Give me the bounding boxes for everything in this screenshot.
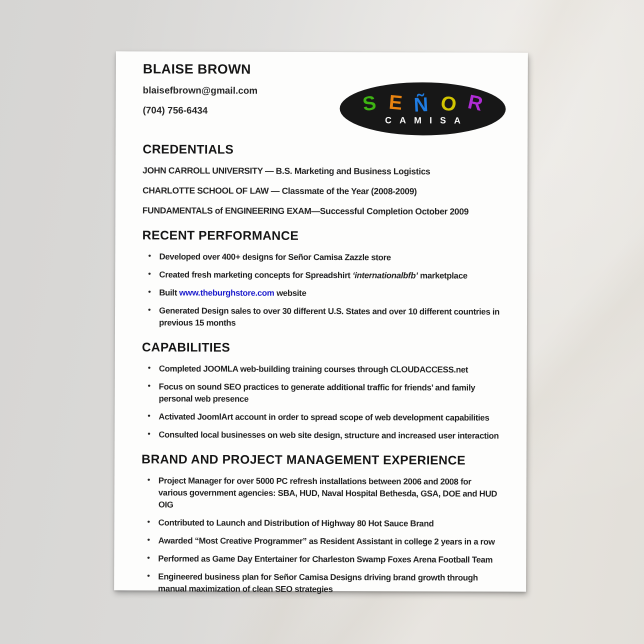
text-segment: Awarded “Most Creative Programmer” as Resident Assistant in college 2 years in a row	[158, 535, 495, 547]
bullet-item	[142, 410, 501, 423]
bullet-icon: •	[147, 475, 151, 485]
sections	[141, 142, 502, 595]
bullet-icon: •	[147, 429, 151, 439]
italic-text: ‘internationalbfb’	[352, 270, 418, 281]
logo-letter-o: O	[438, 91, 458, 117]
text-segment: Developed over 400+ designs for Señor Camisa Zazzle store	[159, 251, 391, 263]
resume-section	[142, 142, 501, 217]
bullet-item	[141, 474, 500, 511]
item-text	[158, 552, 500, 565]
bullet-icon: •	[148, 305, 151, 315]
bullet-item	[142, 362, 501, 375]
item-text	[159, 380, 501, 405]
item-text	[142, 185, 416, 196]
item-text	[143, 165, 431, 176]
text-segment: Contributed to Launch and Distribution of Highway 80 Hot Sauce Brand	[158, 517, 434, 529]
item-text	[159, 362, 501, 375]
text-segment: FUNDAMENTALS of ENGINEERING EXAM—Successful Completion October 2009	[142, 205, 469, 217]
logo-letter-r: R	[465, 90, 485, 116]
credential-line	[142, 184, 501, 197]
resume-section	[142, 340, 501, 441]
text-segment: Focus on sound SEO practices to generate additional traffic for friends’ and family personal web presence	[158, 381, 476, 404]
item-text	[158, 474, 500, 511]
section-items	[142, 362, 501, 441]
bullet-icon: •	[147, 535, 150, 545]
text-segment: CHARLOTTE SCHOOL OF LAW — Classmate of the Year (2008-2009)	[142, 185, 417, 197]
text-segment: Built	[159, 287, 180, 298]
logo-word	[361, 90, 485, 117]
item-text	[159, 410, 501, 423]
senor-camisa-logo	[340, 82, 506, 136]
item-text	[158, 570, 500, 595]
bullet-item	[142, 268, 501, 281]
bullet-item	[141, 570, 500, 595]
text-segment: Engineered business plan for Señor Camisa Designs driving brand growth through manual maximization of clean SEO strategies	[158, 571, 478, 595]
bullet-icon: •	[147, 571, 150, 581]
bullet-item	[141, 534, 500, 547]
logo-letter-ñ: Ñ	[413, 93, 429, 117]
text-segment: Created fresh marketing concepts for Spreadshirt	[159, 269, 353, 281]
text-segment: Performed as Game Day Entertainer for Charleston Swamp Foxes Arena Football Team	[158, 553, 493, 565]
logo-letter-s: S	[361, 91, 378, 116]
bullet-icon: •	[147, 381, 151, 391]
bullet-item	[142, 380, 501, 405]
item-text	[158, 516, 500, 529]
bullet-icon: •	[148, 251, 151, 261]
bullet-item	[142, 304, 501, 329]
bullet-icon: •	[147, 363, 151, 373]
section-items	[142, 250, 501, 329]
section-title: CREDENTIALS	[142, 142, 234, 157]
bullet-icon: •	[147, 517, 150, 527]
logo-subtext: CAMISA	[384, 114, 469, 126]
item-text	[159, 250, 501, 263]
text-segment: Generated Design sales to over 30 different U.S. States and over 10 different countries in previous 15 months	[158, 305, 500, 328]
item-text	[159, 268, 501, 281]
resume-header	[142, 61, 502, 126]
section-items	[141, 474, 500, 595]
credential-line	[143, 164, 502, 177]
item-text	[159, 428, 501, 441]
text-segment: Activated JoomlArt account in order to spread scope of web development capabilities	[158, 411, 490, 423]
text-segment: Project Manager for over 5000 PC refresh installations between 2006 and 2008 for various government agencies: SBA, HUD, Naval Hospital Bethesda, GSA, DOE and HUD OIG	[158, 475, 498, 510]
bullet-icon: •	[147, 553, 150, 563]
resume-section	[141, 452, 500, 595]
bullet-icon: •	[148, 287, 151, 297]
text-segment: Consulted local businesses on web site design, structure and increased user interaction	[158, 429, 499, 441]
item-text	[142, 205, 468, 216]
bullet-icon: •	[147, 411, 151, 421]
bullet-icon: •	[148, 269, 151, 279]
person-name: BLAISE BROWN	[142, 61, 252, 77]
bullet-item	[142, 428, 501, 441]
credential-line	[142, 204, 501, 217]
item-text	[158, 534, 500, 547]
section-title: BRAND AND PROJECT MANAGEMENT EXPERIENCE	[141, 452, 466, 468]
section-items	[142, 164, 501, 217]
bullet-item	[142, 250, 501, 263]
section-title: RECENT PERFORMANCE	[142, 228, 299, 243]
text-segment: marketplace	[417, 270, 468, 281]
section-title: CAPABILITIES	[141, 340, 231, 355]
logo-letter-e: E	[387, 91, 403, 115]
theburghstore-link[interactable]: www.theburghstore.com	[179, 287, 275, 298]
email-text: blaisefbrown@gmail.com	[142, 85, 258, 97]
text-segment: JOHN CARROLL UNIVERSITY — B.S. Marketing and Business Logistics	[142, 165, 431, 177]
item-text	[159, 304, 501, 329]
bullet-item	[141, 552, 500, 565]
resume-postcard	[114, 51, 528, 595]
text-segment: Completed JOOMLA web-building training courses through CLOUDACCESS.net	[158, 363, 469, 375]
text-segment: website	[274, 287, 307, 298]
resume-section	[142, 228, 501, 329]
item-text	[159, 286, 501, 299]
phone-text: (704) 756-6434	[142, 105, 208, 117]
bullet-item	[142, 286, 501, 299]
bullet-item	[141, 516, 500, 529]
